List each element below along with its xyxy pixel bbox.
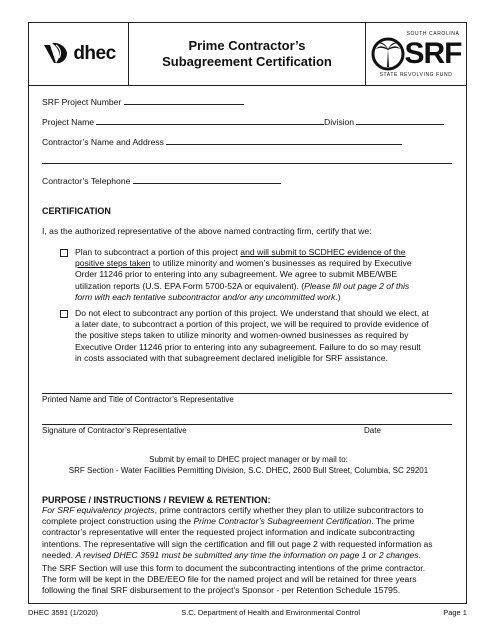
project-number-row — [42, 96, 244, 107]
purpose-paragraph-1: For SRF equivalency projects, prime contractors certify whether they plan to utilize subcontractors to complete project construction using the Prime Contractor’s Subagreement Certification. The prime contractor’s representative will enter the requested project information and indicate subcontracting intentions. The representative will sign the certification and fill out page 2 with requested information as needed. A revised DHEC 3591 must be submitted any time the information on page 1 or 2 changes. — [42, 505, 433, 560]
no-subcontract-checkbox[interactable] — [60, 310, 68, 318]
srf-logo — [371, 37, 462, 71]
form-header — [28, 22, 467, 86]
printed-name-label: Printed Name and Title of Contractor’s Representative — [42, 395, 234, 404]
division-input[interactable] — [356, 116, 444, 125]
contractor-phone-label: Contractor’s Telephone — [42, 176, 131, 186]
page-number: Page 1 — [443, 608, 467, 617]
printed-name-input[interactable] — [42, 393, 452, 394]
dhec-leaf-icon — [41, 41, 71, 67]
page-footer — [28, 608, 467, 617]
contractor-name-input[interactable] — [166, 136, 402, 145]
certification-intro: I, as the authorized representative of the above named contracting firm, certify that we: — [42, 226, 372, 236]
option-no-subcontract-text: Do not elect to subcontract any portion of this project. We understand that should we elect, at a later date, to subcontract a portion of this project, we will be required to provide evidence of the positive steps taken to utilize minority and women-owned businesses as required by Executive Order 11246 prior to entering into any subagreement. Failure to do so may result in costs associated with that subagreement declared ineligible for SRF assistance. — [75, 308, 429, 363]
division-row — [324, 116, 444, 127]
srf-palmetto-icon — [371, 37, 405, 71]
option-subcontract-text: Plan to subcontract a portion of this project and will submit to SCDHEC evidence of the positive steps taken to utilize minority and women’s businesses as required by Executive Order 11246 prior to entering into any subagreement. We agree to submit MBE/WBE utilization reports (U.S. EPA Form 5700-52A or equivalent). (Please fill out page 2 of this form with each tentative subcontractor and/or any uncommitted work.) — [75, 247, 412, 302]
srf-logo-text: SRF — [404, 36, 462, 70]
form-body — [28, 86, 467, 604]
title-cell — [129, 23, 366, 85]
srf-logo-cell — [366, 23, 466, 85]
project-number-label: SRF Project Number — [42, 97, 122, 107]
dhec-logo-text: dhec — [73, 43, 116, 64]
department-name: S.C. Department of Health and Environmental Control — [181, 608, 361, 617]
signature-label: Signature of Contractor’s Representative — [42, 426, 187, 435]
project-name-row — [42, 116, 324, 127]
purpose-heading: PURPOSE / INSTRUCTIONS / REVIEW & RETENTION: — [42, 495, 271, 505]
contractor-address-input[interactable] — [42, 163, 452, 164]
project-number-input[interactable] — [124, 96, 244, 105]
plan-to-subcontract-checkbox[interactable] — [60, 249, 68, 257]
dhec-logo — [41, 41, 115, 67]
form-title-line2: Subagreement Certification — [162, 54, 332, 69]
dhec-logo-cell — [29, 23, 129, 85]
submit-line1: Submit by email to DHEC project manager or by mail to: — [149, 455, 348, 464]
date-label: Date — [364, 426, 381, 435]
srf-logo-bottom-text: STATE REVOLVING FUND — [379, 71, 453, 78]
submit-line2: SRF Section - Water Facilities Permitting Division, S.C. DHEC, 2600 Bull Street, Columbia, SC 29201 — [68, 466, 429, 475]
purpose-paragraph-2: The SRF Section will use this form to document the subcontracting intentions of the prime contractor. The form will be kept in the DBE/EEO file for the named project and will be retained for three years following the final SRF disbursement to the project’s Sponsor - per Retention Schedule 15795. — [42, 563, 426, 596]
project-name-input[interactable] — [96, 116, 324, 125]
form-id: DHEC 3591 (1/2020) — [28, 608, 99, 617]
project-name-label: Project Name — [42, 117, 95, 127]
contractor-name-label: Contractor’s Name and Address — [42, 137, 164, 147]
form-title-line1: Prime Contractor’s — [188, 38, 306, 53]
signature-input[interactable] — [42, 424, 452, 425]
contractor-phone-row — [42, 175, 281, 186]
srf-logo-top-text: SOUTH CAROLINA — [406, 30, 460, 37]
certification-heading: CERTIFICATION — [42, 206, 111, 216]
contractor-name-row — [42, 136, 402, 147]
contractor-phone-input[interactable] — [133, 175, 281, 184]
division-label: Division — [324, 117, 355, 127]
